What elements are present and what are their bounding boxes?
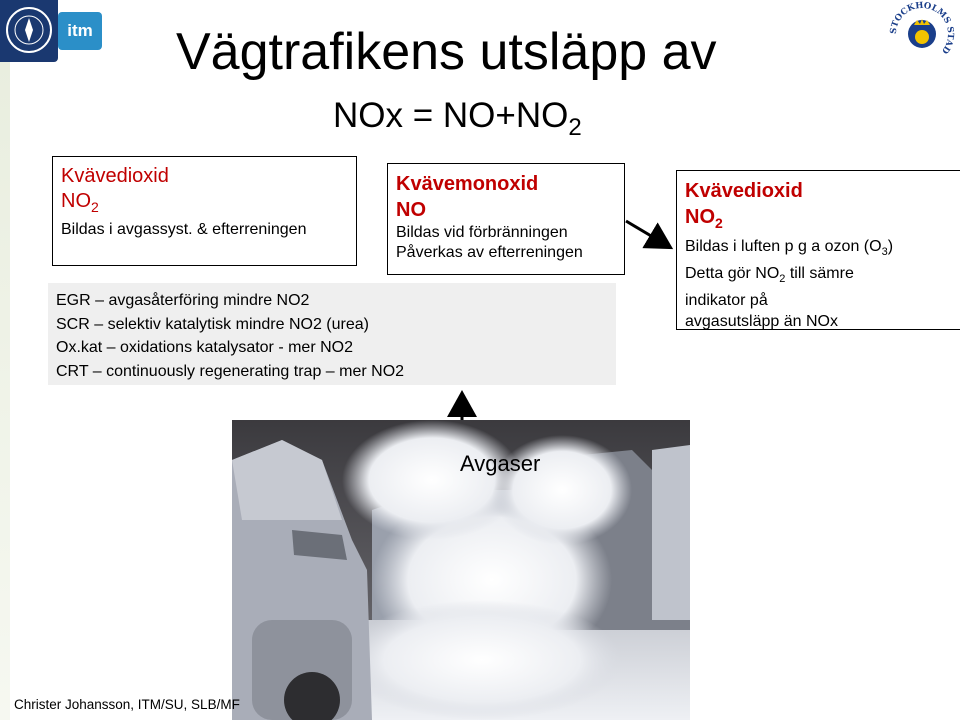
no2-exhaust-box (52, 156, 357, 266)
aftertreatment-list (48, 283, 616, 385)
exhaust-label: Avgaser (460, 451, 541, 476)
university-logo (0, 0, 58, 62)
stockholm-seal (886, 0, 958, 68)
right-line1-sub: 3 (881, 246, 888, 259)
right-formula-sub: 2 (715, 215, 723, 231)
left-box-formula (61, 189, 348, 220)
left-formula-text: NO (61, 190, 91, 212)
stockholm-crown-icon (886, 0, 958, 68)
center-box-heading: Kvävemonoxid (396, 173, 539, 195)
right-line1-post: ) (887, 238, 894, 255)
right-box-heading: Kvävedioxid (685, 180, 803, 202)
subtitle-text: NOx = NO+NO (333, 96, 569, 135)
no2-air-box (676, 170, 960, 330)
right-box-formula (685, 204, 960, 236)
arrow-to-no2-box (626, 221, 668, 246)
left-box-heading: Kvävedioxid (61, 165, 169, 187)
right-line2-sub: 2 (779, 273, 786, 286)
seal-text: STOCKHOLMS STAD (888, 0, 956, 56)
right-line2-post: till sämre (785, 265, 854, 283)
subtitle-sub: 2 (568, 114, 582, 141)
center-box-formula: NO (396, 199, 426, 221)
no-combustion-box (387, 163, 625, 275)
list-item: Ox.kat – oxidations katalysator - mer NO2 (56, 339, 353, 356)
list-item: EGR – avgasåterföring mindre NO2 (56, 292, 310, 309)
list-item: CRT – continuously regenerating trap – mer NO2 (56, 362, 405, 380)
author-credit: Christer Johansson, ITM/SU, SLB/MF (14, 697, 240, 712)
page-subtitle (333, 96, 582, 142)
itm-logo-text: itm (67, 21, 93, 40)
center-box-line1: Bildas vid förbränningen (396, 224, 568, 241)
university-seal-icon (0, 0, 58, 62)
right-box-line4: avgasutsläpp än NOx (685, 313, 838, 331)
left-decor-strip (0, 62, 10, 720)
list-item: SCR – selektiv katalytisk mindre NO2 (urea) (56, 315, 369, 333)
center-box-line2: Påverkas av efterreningen (396, 244, 583, 261)
right-box-line3: indikator på (685, 292, 768, 310)
page-title: Vägtrafikens utsläpp av (176, 23, 717, 81)
left-box-text: Bildas i avgassyst. & efterreningen (61, 221, 307, 238)
right-formula-text: NO (685, 206, 715, 228)
right-box-line1 (685, 236, 960, 263)
right-line2-pre: Detta gör NO (685, 265, 780, 283)
itm-logo (58, 12, 102, 50)
right-line1-pre: Bildas i luften p g a ozon (O (685, 238, 882, 255)
left-formula-sub: 2 (91, 199, 99, 215)
right-box-line2 (685, 263, 960, 290)
